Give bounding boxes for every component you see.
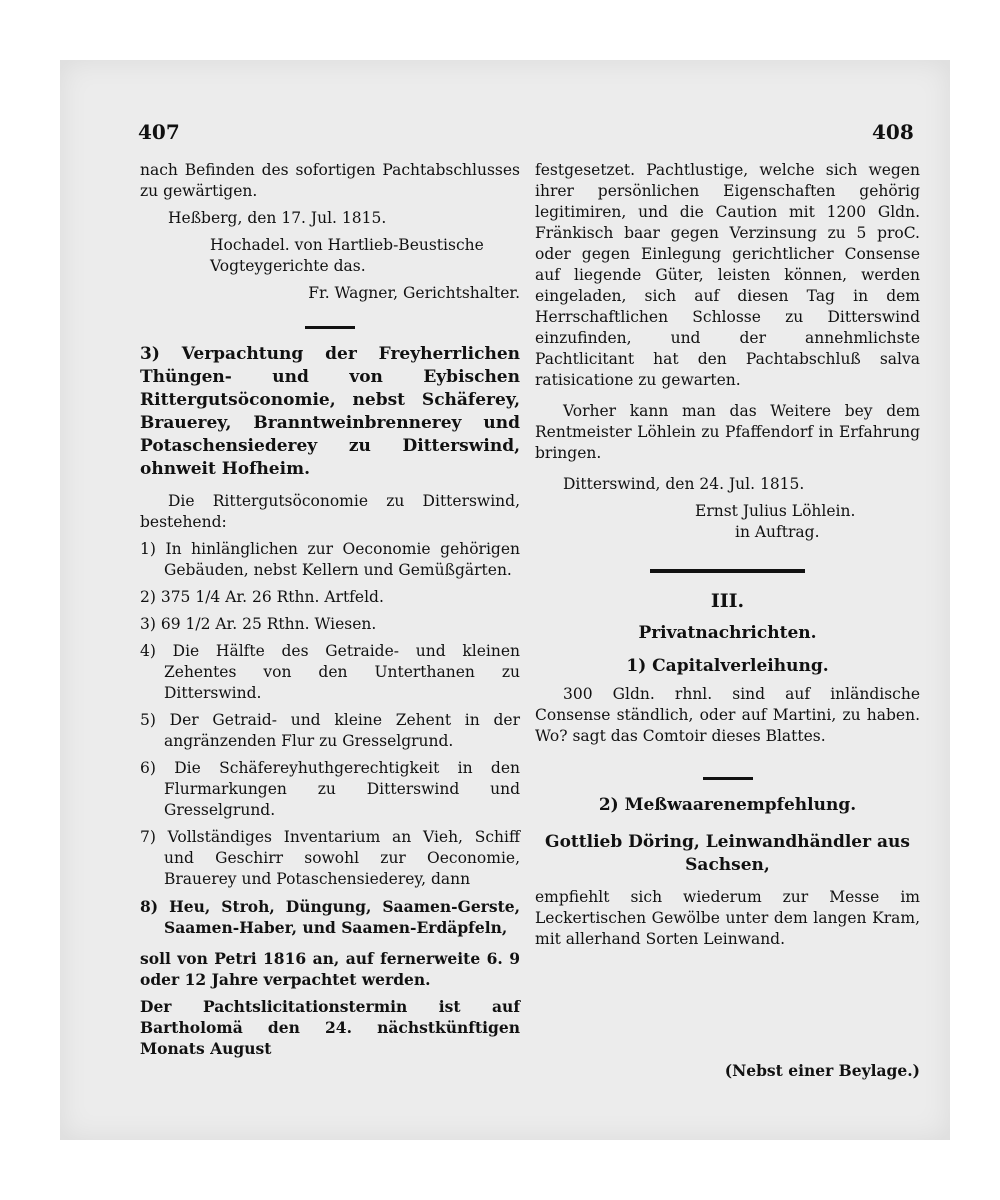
list-item: 2) 375 1/4 Ar. 26 Rthn. Artfeld. <box>140 588 384 606</box>
list-item: 6) Die Schäfereyhuthgerechtigkeit in den Flurmarkungen zu Ditterswind und Gresselgrund. <box>140 759 520 819</box>
divider-short-right <box>703 777 753 780</box>
list-item: 1) In hinlänglichen zur Oeconomie gehörigen Gebäuden, nebst Kellern und Gemüßgärten. <box>140 540 520 579</box>
supplement-note: (Nebst einer Beylage.) <box>724 1061 920 1080</box>
court-signature: Hochadel. von Hartlieb-Beustische Vogteygerichte das. <box>210 236 484 275</box>
place-date-right: Ditterswind, den 24. Jul. 1815. <box>563 475 805 493</box>
list-item: 5) Der Getraid- und kleine Zehent in der angränzenden Flur zu Gresselgrund. <box>140 711 520 750</box>
continuation-text: festgesetzet. Pachtlustige, welche sich wegen ihrer persönlichen Eigenschaften gehörig legitimiren, und die Caution mit 1200 Gldn. Fränkisch baar gegen Verzinsung zu 5 proC. oder gegen Einlegung gerichtlicher Consense auf liegende Güter, leisten können, werden eingeladen, sich auf diesen Tag in dem Herrschaftlichen Schlosse zu Ditterswind einzufinden, und der annehmlichste Pachtlicitant hat den Pachtabschluß salva ratisicatione zu gewarten. <box>535 161 920 389</box>
section-title: Privatnachrichten. <box>638 623 817 643</box>
section-heading-3: 3) Verpachtung der Freyherrlichen Thüngen- und von Eybischen Rittergutsöconomie, nebst Schäferey, Brauerey, Branntweinbrennerey und Potaschensiederey zu Ditterswind, ohnweit Hofheim. <box>140 344 520 479</box>
list-item: 8) Heu, Stroh, Düngung, Saamen-Gerste, Saamen-Haber, und Saamen-Erdäpfeln, <box>140 897 520 937</box>
inquiry-text: Vorher kann man das Weitere bey dem Rentmeister Löhlein zu Pfaffendorf in Erfahrung bringen. <box>535 402 920 462</box>
page-number-left: 407 <box>138 120 180 144</box>
list-item: 3) 69 1/2 Ar. 25 Rthn. Wiesen. <box>140 615 377 633</box>
list-item: 4) Die Hälfte des Getraide- und kleinen Zehentes von den Unterthanen zu Ditterswind. <box>140 642 520 702</box>
list-item: 7) Vollständiges Inventarium an Vieh, Schiff und Geschirr sowohl zur Oeconomie, Brauerey und Potaschensiederey, dann <box>140 828 520 888</box>
subsection-1-title: 1) Capitalverleihung. <box>626 656 829 676</box>
subsection-1-text: 300 Gldn. rhnl. sind auf inländische Consense ständlich, oder auf Martini, zu haben. Wo? sagt das Comtoir dieses Blattes. <box>535 685 920 745</box>
description-text: Die Rittergutsöconomie zu Ditterswind, bestehend: <box>140 492 520 531</box>
items-list <box>140 539 520 938</box>
divider-short-left <box>305 326 355 329</box>
divider-long-right <box>650 569 805 573</box>
intro-text: nach Befinden des sofortigen Pachtabschlusses zu gewärtigen. <box>140 161 520 200</box>
lease-text: soll von Petri 1816 an, auf fernerweite 6. 9 oder 12 Jahre verpachtet werden. <box>140 949 520 989</box>
auction-text: Der Pachtslicitationstermin ist auf Bartholomä den 24. nächstkünftigen Monats August <box>140 997 520 1058</box>
page-number-right: 408 <box>872 120 914 144</box>
section-roman-numeral: III. <box>710 590 745 612</box>
subsection-2-title: 2) Meßwaarenempfehlung. <box>598 795 857 815</box>
merchant-name: Gottlieb Döring, Leinwandhändler aus Sachsen, <box>545 832 910 875</box>
signer-role: in Auftrag. <box>735 523 820 541</box>
signer-right: Ernst Julius Löhlein. <box>695 502 856 520</box>
left-column <box>140 160 520 1059</box>
merchant-text: empfiehlt sich wiederum zur Messe im Leckertischen Gewölbe unter dem langen Kram, mit allerhand Sorten Leinwand. <box>535 888 920 948</box>
right-column <box>535 160 920 1081</box>
signer-left: Fr. Wagner, Gerichtshalter. <box>308 284 520 302</box>
place-date-left: Heßberg, den 17. Jul. 1815. <box>168 209 387 227</box>
